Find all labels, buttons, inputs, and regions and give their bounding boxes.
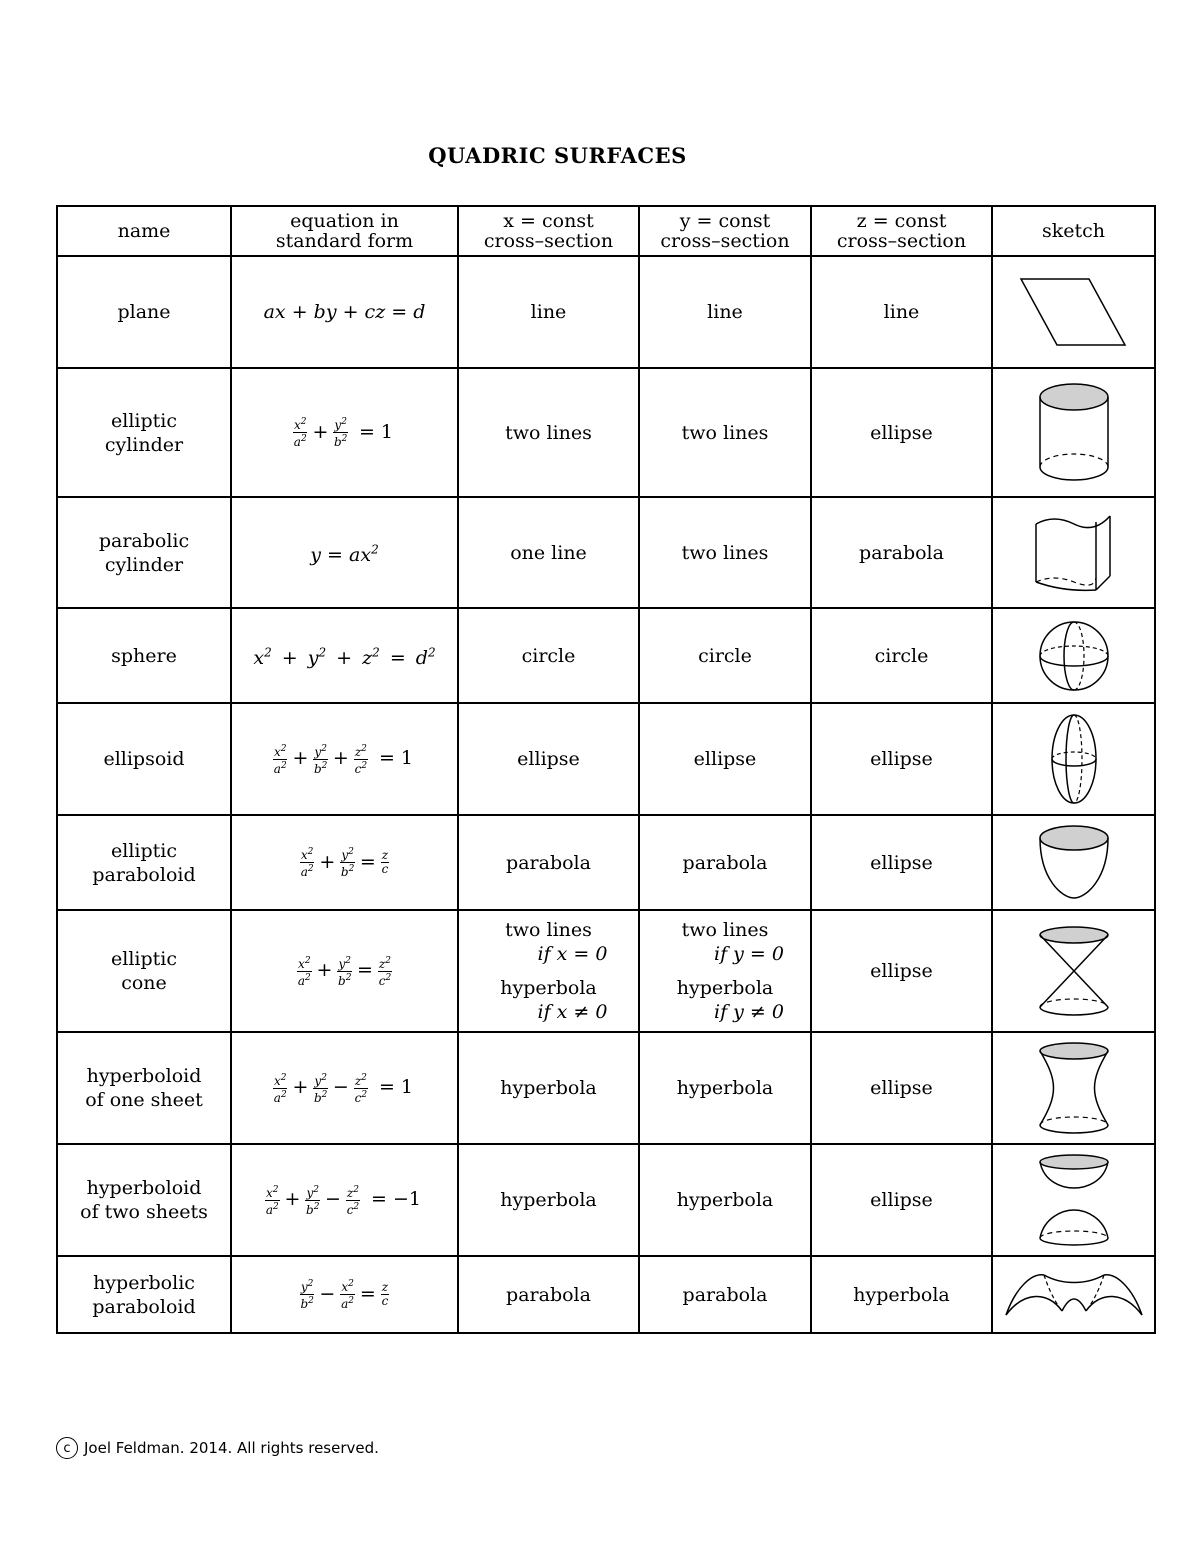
- hyperbolic-paraboloid-sketch-icon: [992, 1256, 1155, 1333]
- row-name: ellipsoid: [57, 703, 231, 815]
- table-row: [57, 608, 1155, 703]
- row-equation: $\frac{x^2}{a^2}$ + $\frac{y^2}{b^2}$ = 1: [231, 368, 458, 497]
- row-z-section: ellipse: [811, 368, 992, 497]
- row-x-section: one line: [458, 497, 639, 608]
- plane-sketch-icon: [992, 256, 1155, 368]
- row-equation: $\frac{x^2}{a^2}$ + $\frac{y^2}{b^2}$ − $\frac{z^2}{c^2}$ = 1: [231, 1032, 458, 1144]
- row-x-section: parabola: [458, 815, 639, 910]
- row-x-section: two lines if x = 0 hyperbola if x ≠ 0: [458, 910, 639, 1032]
- row-equation: $y = ax^2$: [231, 497, 458, 608]
- quadric-surfaces-table: [56, 205, 1156, 1334]
- row-y-section: two lines if y = 0 hyperbola if y ≠ 0: [639, 910, 811, 1032]
- row-z-section: line: [811, 256, 992, 368]
- elliptic-cone-sketch-icon: [992, 910, 1155, 1032]
- row-equation: $\frac{y^2}{b^2}$ − $\frac{x^2}{a^2}$ = $\frac{z}{c}$: [231, 1256, 458, 1333]
- row-y-section: hyperbola: [639, 1032, 811, 1144]
- row-y-section: circle: [639, 608, 811, 703]
- row-z-section: ellipse: [811, 1032, 992, 1144]
- row-y-section: ellipse: [639, 703, 811, 815]
- row-x-section: two lines: [458, 368, 639, 497]
- row-z-section: ellipse: [811, 703, 992, 815]
- elliptic-paraboloid-sketch-icon: [992, 815, 1155, 910]
- row-y-section: parabola: [639, 1256, 811, 1333]
- row-equation: $\frac{x^2}{a^2}$ + $\frac{y^2}{b^2}$ = $\frac{z^2}{c^2}$: [231, 910, 458, 1032]
- row-name: hyperboloid of two sheets: [57, 1144, 231, 1256]
- row-z-section: ellipse: [811, 1144, 992, 1256]
- row-name: elliptic cone: [57, 910, 231, 1032]
- elliptic-cylinder-sketch-icon: [992, 368, 1155, 497]
- row-z-section: parabola: [811, 497, 992, 608]
- row-x-section: parabola: [458, 1256, 639, 1333]
- header-x-section: x = const cross–section: [458, 206, 639, 256]
- row-y-section: hyperbola: [639, 1144, 811, 1256]
- table-row: [57, 910, 1155, 1032]
- row-equation: $\frac{x^2}{a^2}$ + $\frac{y^2}{b^2}$ + $\frac{z^2}{c^2}$ = 1: [231, 703, 458, 815]
- row-name: sphere: [57, 608, 231, 703]
- table-row: [57, 497, 1155, 608]
- copyright-text: Joel Feldman. 2014. All rights reserved.: [84, 1439, 379, 1457]
- row-z-section: circle: [811, 608, 992, 703]
- header-name: name: [57, 206, 231, 256]
- table-header-row: [57, 206, 1155, 256]
- header-equation: equation in standard form: [231, 206, 458, 256]
- header-z-section: z = const cross–section: [811, 206, 992, 256]
- table-row: [57, 1256, 1155, 1333]
- row-x-section: line: [458, 256, 639, 368]
- row-equation: $\frac{x^2}{a^2}$ + $\frac{y^2}{b^2}$ = $\frac{z}{c}$: [231, 815, 458, 910]
- row-z-section: ellipse: [811, 815, 992, 910]
- sphere-sketch-icon: [992, 608, 1155, 703]
- row-z-section: hyperbola: [811, 1256, 992, 1333]
- row-name: parabolic cylinder: [57, 497, 231, 608]
- row-equation: ax + by + cz = d: [231, 256, 458, 368]
- row-name: hyperbolic paraboloid: [57, 1256, 231, 1333]
- row-y-section: two lines: [639, 368, 811, 497]
- row-name: elliptic cylinder: [57, 368, 231, 497]
- header-y-section: y = const cross–section: [639, 206, 811, 256]
- table-row: [57, 703, 1155, 815]
- row-z-section: ellipse: [811, 910, 992, 1032]
- page-title: QUADRIC SURFACES: [428, 143, 687, 168]
- table-row: [57, 368, 1155, 497]
- table-row: [57, 815, 1155, 910]
- row-y-section: line: [639, 256, 811, 368]
- header-sketch: sketch: [992, 206, 1155, 256]
- hyperboloid-two-sheets-sketch-icon: [992, 1144, 1155, 1256]
- row-x-section: circle: [458, 608, 639, 703]
- row-x-section: hyperbola: [458, 1032, 639, 1144]
- table-row: [57, 1144, 1155, 1256]
- hyperboloid-one-sheet-sketch-icon: [992, 1032, 1155, 1144]
- copyright-footer: [56, 1437, 379, 1459]
- row-name: hyperboloid of one sheet: [57, 1032, 231, 1144]
- row-name: elliptic paraboloid: [57, 815, 231, 910]
- row-x-section: hyperbola: [458, 1144, 639, 1256]
- copyright-icon: c: [56, 1437, 78, 1459]
- parabolic-cylinder-sketch-icon: [992, 497, 1155, 608]
- table-row: [57, 256, 1155, 368]
- row-name: plane: [57, 256, 231, 368]
- row-y-section: parabola: [639, 815, 811, 910]
- row-x-section: ellipse: [458, 703, 639, 815]
- row-y-section: two lines: [639, 497, 811, 608]
- row-equation: $\frac{x^2}{a^2}$ + $\frac{y^2}{b^2}$ − $\frac{z^2}{c^2}$ = −1: [231, 1144, 458, 1256]
- ellipsoid-sketch-icon: [992, 703, 1155, 815]
- table-row: [57, 1032, 1155, 1144]
- row-equation: $x^2 + y^2 + z^2 = d^2$: [231, 608, 458, 703]
